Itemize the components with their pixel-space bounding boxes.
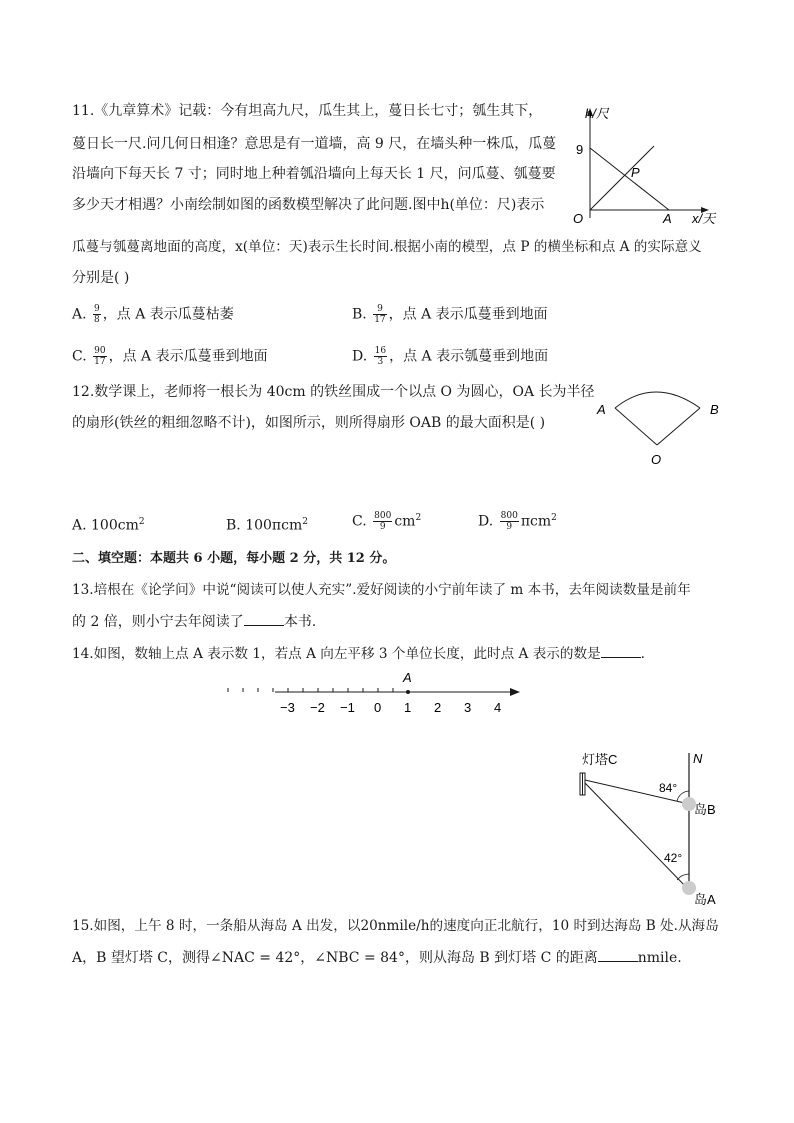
q15-figure [580, 750, 730, 910]
label-b: B [710, 402, 719, 417]
q11-option-a[interactable]: A. $\frac{9}{8}$ ，点 A 表示瓜蔓枯萎 [72, 304, 234, 325]
tick-label: −3 [280, 700, 295, 715]
sector-arc [615, 392, 700, 408]
line-ca [585, 783, 689, 890]
lighthouse-label: 灯塔C [582, 752, 618, 767]
tick-label: 2 [434, 700, 442, 715]
q11-line-2: 蔓日长一尺.问几何日相逢？意思是有一道墙，高 9 尺，在墙头种一株瓜，瓜蔓 [72, 136, 557, 152]
tick-label: −1 [340, 700, 355, 715]
q12-line-2: 的扇形(铁丝的粗细忽略不计)，如图所示，则所得扇形 OAB 的最大面积是( ) [72, 415, 546, 431]
fraction: $\frac{9}{17}$ [374, 304, 386, 325]
radius-oa [615, 408, 657, 445]
y-label: h/尺 [585, 106, 609, 121]
q12-option-d[interactable]: D. $\frac{800}{9}$ πcm$^2$ [478, 511, 557, 533]
answer-blank[interactable] [244, 611, 284, 626]
label-a: A [597, 402, 606, 417]
fraction: $\frac{90}{17}$ [94, 346, 106, 367]
answer-blank[interactable] [598, 947, 638, 962]
q11-option-b[interactable]: B. $\frac{9}{17}$ ，点 A 表示瓜蔓垂到地面 [352, 304, 548, 325]
q13-line-1: 13.培根在《论学问》中说“阅读可以使人充实”.爱好阅读的小宁前年读了 m 本书，去年阅读数量是前年 [72, 582, 691, 598]
fraction: $\frac{16}{3}$ [374, 346, 387, 367]
fraction: $\frac{9}{8}$ [94, 304, 100, 325]
section-heading: 二、填空题：本题共 6 小题，每小题 2 分，共 12 分。 [72, 551, 396, 566]
q11-option-c[interactable]: C. $\frac{90}{17}$ ，点 A 表示瓜蔓垂到地面 [72, 346, 268, 367]
axis-arrow [510, 688, 520, 696]
q14-line: 14.如图，数轴上点 A 表示数 1，若点 A 向左平移 3 个单位长度，此时点 A 表示的数是 . [72, 643, 645, 664]
q11-line-5: 瓜蔓与瓠蔓离地面的高度，x(单位：天)表示生长时间.根据小南的模型，点 P 的横坐标和点 A 的实际意义 [72, 239, 702, 255]
q11-graph [565, 100, 715, 240]
q12-sector-figure [595, 388, 735, 468]
q11-line-3: 沿墙向下每天长 7 寸；同时地上种着瓠沿墙向上每天长 1 尺，问瓜蔓、瓠蔓要 [72, 166, 556, 182]
point-p-label: P [631, 165, 640, 180]
tick-label: 3 [464, 700, 472, 715]
y-tick-9: 9 [576, 142, 584, 157]
radius-ob [657, 408, 700, 445]
number-line [270, 668, 530, 718]
x-label: x/天 [692, 211, 716, 226]
angle-b-label: 84° [659, 781, 678, 795]
q15-line-1: 15.如图，上午 8 时，一条船从海岛 A 出发，以20nmile/h的速度向正北航行，10 时到达海岛 B 处.从海岛 [72, 918, 719, 934]
tick-label: 1 [404, 700, 412, 715]
fraction: $\frac{800}{9}$ [374, 511, 392, 533]
origin-label: O [573, 211, 584, 226]
tick-label: −2 [310, 700, 325, 715]
angle-a-label: 42° [664, 851, 683, 865]
q11-line-4: 多少天才相遇？小南绘制如图的函数模型解决了此问题.图中h(单位：尺)表示 [72, 197, 545, 213]
island-a-label: 岛A [694, 892, 716, 907]
label-o: O [651, 452, 662, 467]
q11-option-d[interactable]: D. $\frac{16}{3}$ ，点 A 表示瓠蔓垂到地面 [352, 346, 549, 367]
q12-option-a[interactable]: A. $100cm^2$ [72, 517, 145, 534]
q12-option-c[interactable]: C. $\frac{800}{9}$ $cm^2$ [352, 511, 422, 533]
q15-line-2: A，B 望灯塔 C，测得∠NAC = 42°，∠NBC = 84°，则从海岛 B 到灯塔 C 的距离 nmile. [72, 947, 682, 968]
tick-label: 4 [494, 700, 502, 715]
fraction: $\frac{800}{9}$ [500, 511, 518, 533]
answer-blank[interactable] [601, 643, 641, 658]
north-label: N [693, 751, 703, 766]
q11-line-6: 分别是( ) [72, 270, 130, 286]
island-b-label: 岛B [694, 802, 716, 817]
q13-line-2: 的 2 倍，则小宁去年阅读了 本书. [72, 611, 316, 632]
point-a-label: A [403, 670, 412, 685]
q12-line-1: 12.数学课上，老师将一根长为 40cm 的铁丝围成一个以点 O 为圆心，OA 长为半径 [72, 384, 595, 400]
point-a-label: A [663, 211, 672, 226]
q12-option-b[interactable]: B. 100πcm$^2$ [226, 517, 308, 534]
q11-line-1: 11.《九章算术》记载：今有坦高九尺，瓜生其上，蔓日长七寸；瓠生其下， [72, 103, 543, 119]
point-a-dot [406, 690, 410, 694]
line-falling [590, 148, 669, 210]
tick-label: 0 [374, 700, 382, 715]
